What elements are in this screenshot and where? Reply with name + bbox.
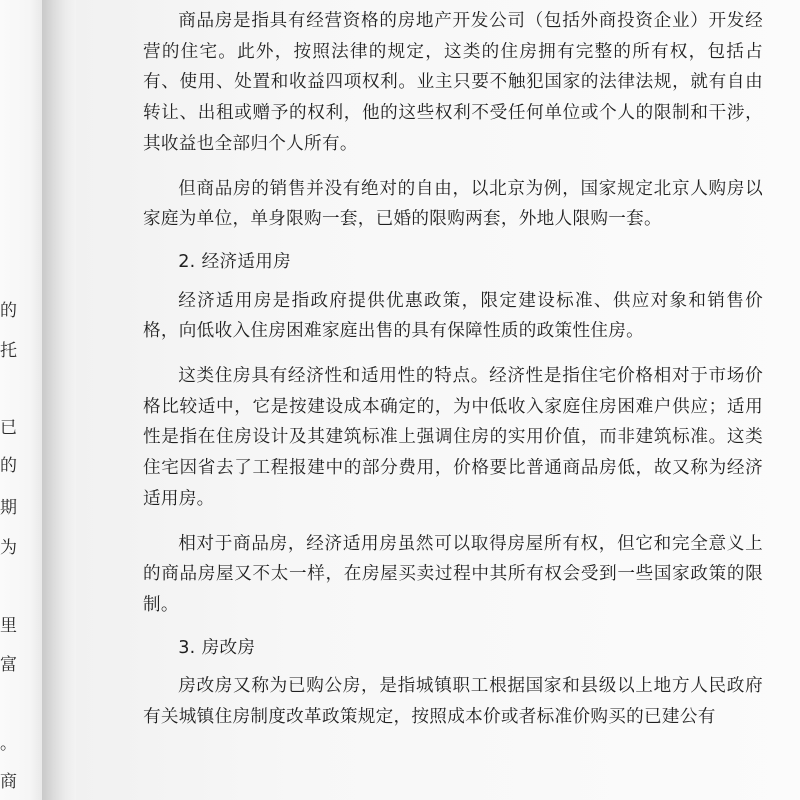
- section-number: 2.: [178, 251, 196, 272]
- paragraph-economic-housing-features: 这类住房具有经济性和适用性的特点。经济性是指住宅价格相对于市场价格比较适中，它是按建设成本确定的，为中低收入家庭住房困难户供应；适用性是指在住房设计及其建筑标准上强调住房的实用价值，而非建筑标准。这类住宅因省去了工程报建中的部分费用，价格要比普通商品房低，故又称为经济适用房。: [143, 366, 763, 509]
- left-page-char: 商: [0, 772, 17, 792]
- left-page-char: 托: [0, 341, 17, 361]
- paragraph-commercial-housing: 商品房是指具有经营资格的房地产开发公司（包括外商投资企业）开发经营的住宅。此外，按照法律的规定，这类的住房拥有完整的所有权，包括占有、使用、处置和收益四项权利。业主只要不触犯国家的法律法规，就有自由转让、出租或赠予的权利，他的这些权利不受任何单位或个人的限制和干涉，其收益也全部归个人所有。: [143, 11, 763, 154]
- left-page-edge: [0, 0, 42, 800]
- section-heading-economic-housing: [143, 247, 763, 278]
- paragraph-beijing-purchase-limit: 但商品房的销售并没有绝对的自由，以北京为例，国家规定北京人购房以家庭为单位，单身限购一套，已婚的限购两套，外地人限购一套。: [143, 178, 763, 230]
- section-number: 3.: [178, 637, 196, 658]
- left-page-char: 的: [0, 456, 17, 476]
- left-page-char: 为: [0, 538, 17, 558]
- left-page-char: 已: [0, 418, 17, 438]
- page-text: [143, 6, 763, 733]
- paragraph-economic-housing-ownership: 相对于商品房，经济适用房虽然可以取得房屋所有权，但它和完全意义上的商品房屋又不太一样，在房屋买卖过程中其所有权会受到一些国家政策的限制。: [143, 533, 763, 615]
- left-page-char: 期: [0, 498, 17, 518]
- paragraph-reformed-housing-definition: 房改房又称为已购公房，是指城镇职工根据国家和县级以上地方人民政府有关城镇住房制度改革政策规定，按照成本价或者标准价购买的已建公有: [143, 676, 763, 728]
- left-page-char: 。: [0, 734, 17, 754]
- paragraph-economic-housing-definition: 经济适用房是指政府提供优惠政策，限定建设标准、供应对象和销售价格，向低收入住房困难家庭出售的具有保障性质的政策性住房。: [143, 290, 763, 342]
- section-title: 经济适用房: [201, 251, 292, 272]
- book-gutter: [42, 0, 76, 800]
- left-page-char: 富: [0, 655, 17, 675]
- section-title: 房改房: [201, 637, 256, 658]
- left-page-char: 里: [0, 616, 17, 636]
- section-heading-reformed-housing: [143, 633, 763, 664]
- left-page-char: 的: [0, 301, 17, 321]
